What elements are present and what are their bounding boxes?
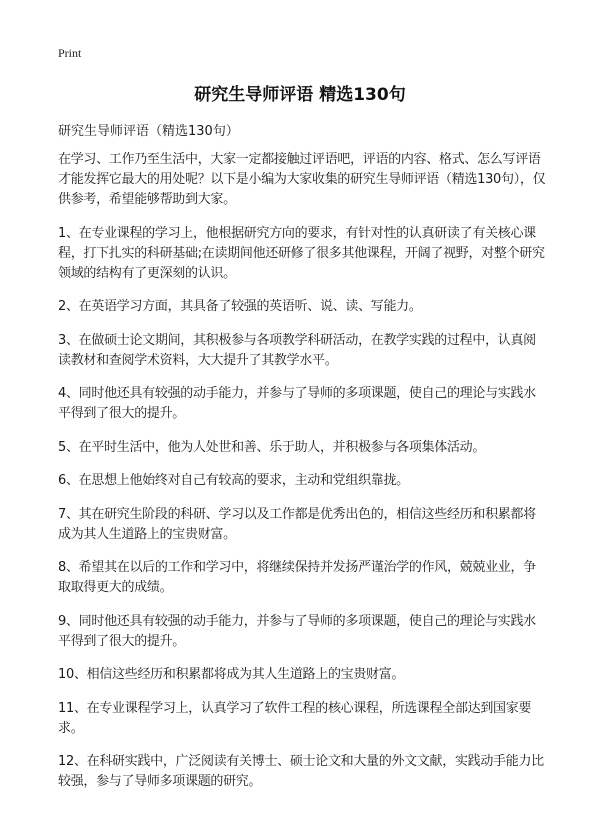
comment-item: 5、在平时生活中，他为人处世和善、乐于助人，并积极参与各项集体活动。 xyxy=(58,439,486,455)
comment-item: 8、希望其在以后的工作和学习中，将继续保持并发扬严谨治学的作风，兢兢业业，争取取得更大的成绩。 xyxy=(58,560,536,595)
comment-item: 3、在做硕士论文期间，其积极参与各项教学科研活动，在教学实践的过程中，认真阅读教材和查阅学术资料，大大提升了其教学水平。 xyxy=(58,332,536,368)
document-subtitle: 研究生导师评语（精选130句） xyxy=(58,124,239,139)
comment-item: 1、在专业课程的学习上，他根据研究方向的要求，有针对性的认真研读了有关核心课程，打下扎实的科研基础;在读期间他还研修了很多其他课程，开阔了视野，对整个研究领域的结构有了更深刻的认识。 xyxy=(58,225,545,281)
comment-item: 6、在思想上他始终对自己有较高的要求，主动和党组织靠拢。 xyxy=(58,473,409,488)
document-body xyxy=(58,150,548,806)
page-title: 研究生导师评语 精选130句 xyxy=(194,85,406,105)
comment-item: 9、同时他还具有较强的动手能力，并参与了导师的多项课题，使自己的理论与实践水平得到了很大的提升。 xyxy=(58,613,536,649)
comment-item: 7、其在研究生阶段的科研、学习以及工作都是优秀出色的，相信这些经历和积累都将成为其人生道路上的宝贵财富。 xyxy=(58,506,536,542)
comment-item: 10、相信这些经历和积累都将成为其人生道路上的宝贵财富。 xyxy=(58,667,405,682)
comment-item: 4、同时他还具有较强的动手能力，并参与了导师的多项课题，使自己的理论与实践水平得到了很大的提升。 xyxy=(58,386,536,421)
intro-paragraph: 在学习、工作乃至生活中，大家一定都接触过评语吧，评语的内容、格式、怎么写评语才能发挥它最大的用处呢？以下是小编为大家收集的研究生导师评语（精选130句），仅供参考，希望能够帮助到大家。 xyxy=(58,152,546,207)
comment-item: 12、在科研实践中，广泛阅读有关博士、硕士论文和大量的外文文献，实践动手能力比较强，参与了导师多项课题的研究。 xyxy=(58,754,544,789)
comment-item: 2、在英语学习方面，其具备了较强的英语听、说、读、写能力。 xyxy=(58,299,422,314)
print-link[interactable]: Print xyxy=(58,46,82,60)
comment-item: 11、在专业课程学习上，认真学习了软件工程的核心课程，所选课程全部达到国家要求。 xyxy=(58,700,532,736)
